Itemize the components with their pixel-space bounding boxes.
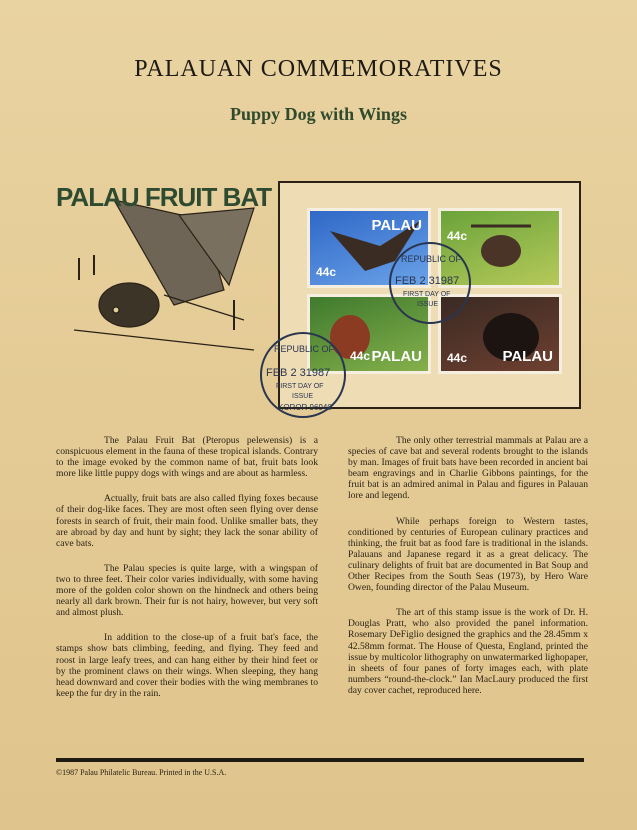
stamp-country-label: PALAU bbox=[371, 217, 422, 234]
cancel-line1-text: FIRST DAY OF bbox=[276, 383, 324, 390]
footer-copyright: ©1987 Palau Philatelic Bureau. Printed in the U.S.A. bbox=[56, 768, 227, 777]
body-paragraph: Actually, fruit bats are also called flying foxes because of their dog-like faces. They are most often seen flying over dense forests in search of fruit, their main food. Unlike smaller bats, they are abroad by day and hunt by sight; they lack the sonar ability of cave bats. bbox=[56, 493, 318, 549]
page-title: PALAUAN COMMEMORATIVES bbox=[134, 56, 503, 82]
stamp-country-label: PALAU bbox=[502, 348, 553, 365]
cancel-date-text: FEB 2 31987 bbox=[395, 275, 460, 287]
page-subtitle: Puppy Dog with Wings bbox=[230, 104, 407, 124]
stamp-value-label: 44c bbox=[316, 265, 337, 279]
cancel-top-text: REPUBLIC OF bbox=[274, 344, 335, 354]
stamp-value-label: 44c bbox=[447, 229, 468, 243]
body-paragraph: The only other terrestrial mammals at Palau are a species of cave bat and several rodents brought to the islands by man. Images of fruit bats have been recorded in ancient bai beam engravings and in Charlie Gibbons paintings, for the fruit bat is an admired animal in Palau and figures in Palauan lore and legend. bbox=[348, 435, 588, 502]
postmark-cancel-upper bbox=[387, 240, 473, 326]
body-paragraph: In addition to the close-up of a fruit bat's face, the stamps show bats climbing, feeding, and flying. They feed and roost in large leafy trees, and can hang either by their hind feet or by the prominent claws on their wings. When sleeping, they hang head downward and cover their bodies with the wing membranes to keep the fur dry in the rain. bbox=[56, 632, 318, 699]
cancel-line1-text: FIRST DAY OF bbox=[403, 291, 451, 298]
body-paragraph: The Palau Fruit Bat (Pteropus pelewensis) is a conspicuous element in the fauna of these tropical islands. Contrary to the image evoked by the common name of bat, fruit bats look more like little puppy dogs with wings and are about as harmless. bbox=[56, 435, 318, 480]
cancel-line2-text: ISSUE bbox=[292, 393, 314, 400]
body-column-right bbox=[348, 435, 588, 710]
footer-rule bbox=[56, 758, 584, 762]
cancel-date-text: FEB 2 31987 bbox=[266, 367, 331, 379]
stamp-country-label: PALAU bbox=[371, 348, 422, 365]
body-paragraph: While perhaps foreign to Western tastes, conditioned by centuries of European culinary practices and thinking, the fruit bat as food fare is traditional in the islands. Palauans and Japanese regard it as a great delicacy. The culinary delights of fruit bat are documented in Bat Soup and Other Recipes from the South Seas (1973), by Hero Ware Owen, founding director of the Palau Museum. bbox=[348, 515, 588, 594]
body-paragraph: The art of this stamp issue is the work of Dr. H. Douglas Pratt, who also provided the panel information. Rosemary DeFiglio designed the graphics and the 28.45mm x 42.58mm format. The House of Questa, England, printed the issue by multicolor lithography on unwatermarked lighopaper, in sheets of four panes of forty images each, with plate numbers “round-the-clock.” Ian MacLaury produced the first day cover cachet, reproduced here. bbox=[348, 607, 588, 696]
cancel-top-text: REPUBLIC OF bbox=[401, 254, 462, 264]
body-column-left bbox=[56, 435, 318, 713]
stamp-value-label: 44c bbox=[350, 349, 371, 363]
cancel-line2-text: ISSUE bbox=[417, 301, 439, 308]
postmark-cancel-lower bbox=[258, 330, 348, 420]
cancel-bottom-text: KOROR 96940 bbox=[278, 403, 332, 412]
illustration-title: PALAU FRUIT BAT bbox=[56, 182, 272, 212]
body-paragraph: The Palau species is quite large, with a wingspan of two to three feet. Their color varies individually, with some having more of the golden color shown on the hindneck and others being nearly all dark brown. Their fur is not hairy, however, but very soft and almost plush. bbox=[56, 562, 318, 619]
stamp-value-label: 44c bbox=[447, 351, 468, 365]
